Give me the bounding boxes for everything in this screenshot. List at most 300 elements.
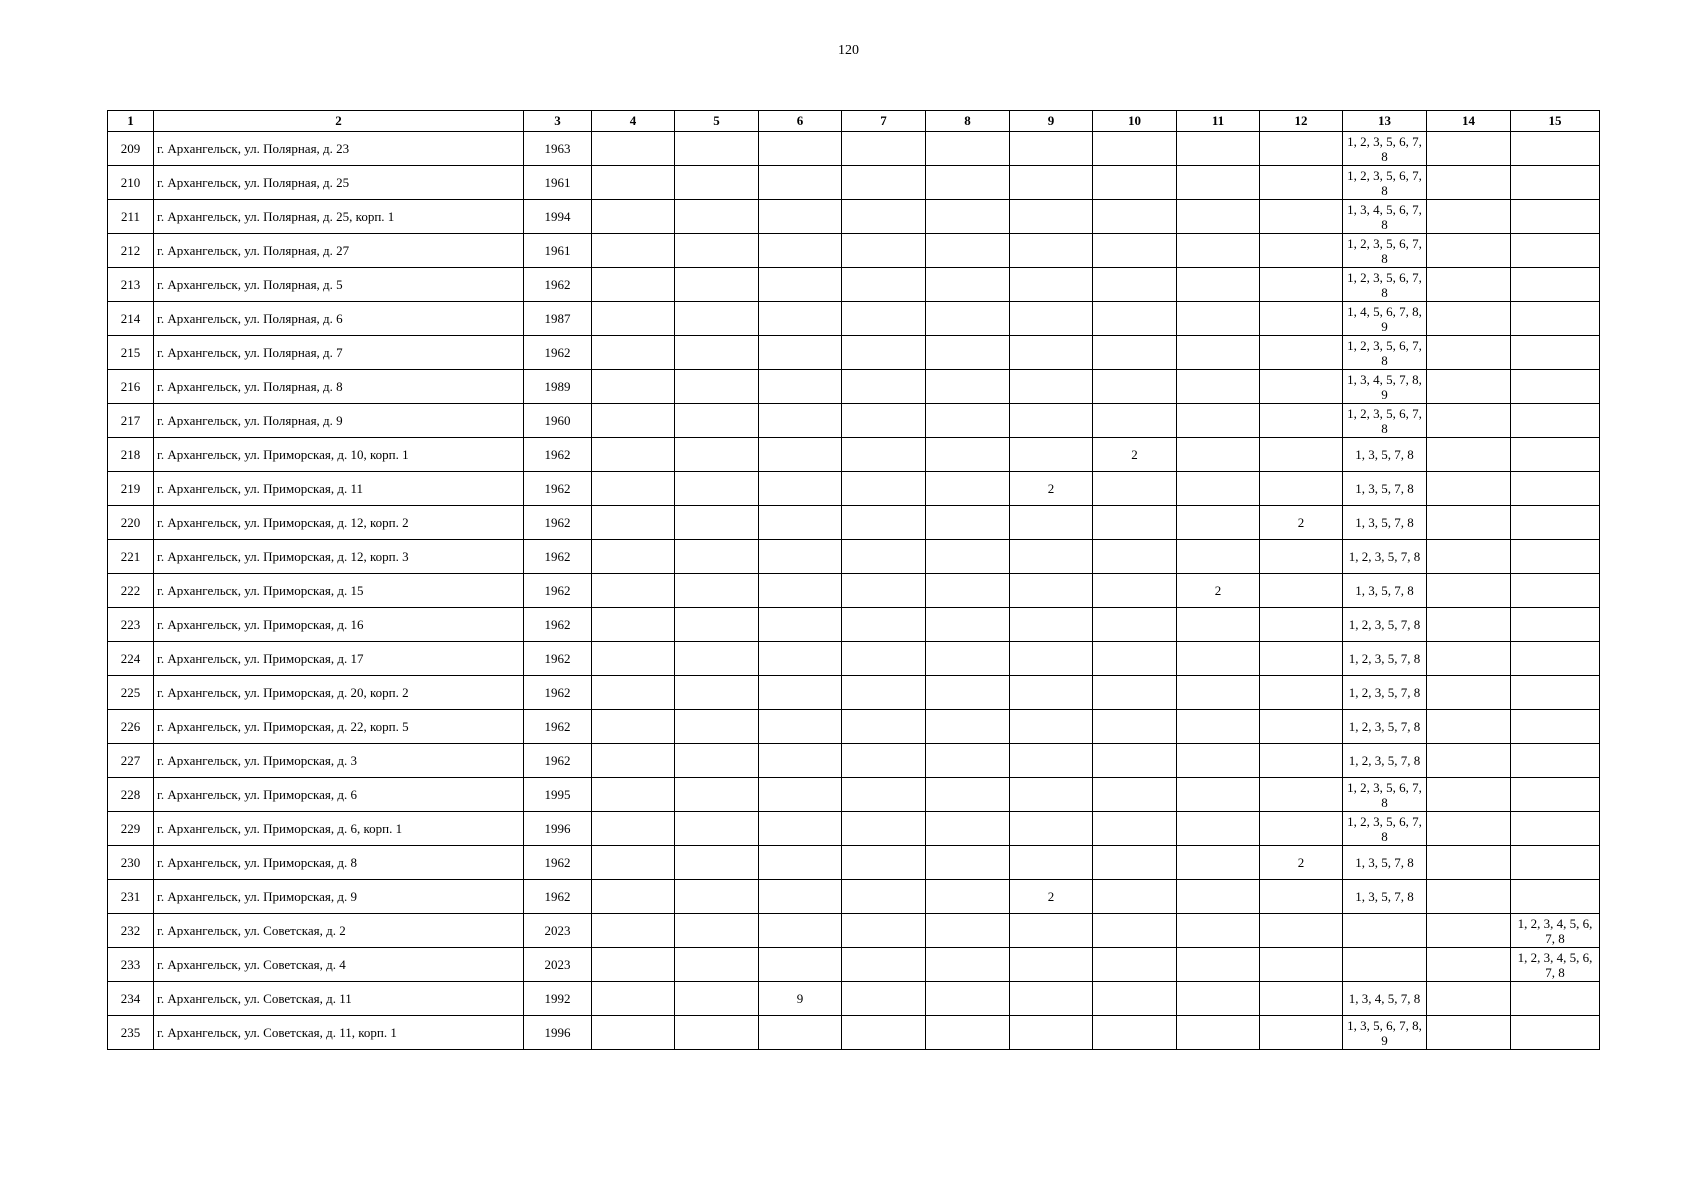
year-cell: 1962	[524, 642, 592, 676]
table-cell	[1093, 914, 1177, 948]
year-cell: 1962	[524, 506, 592, 540]
table-cell	[1260, 642, 1343, 676]
year-cell: 1996	[524, 812, 592, 846]
table-cell	[842, 608, 926, 642]
table-cell	[926, 812, 1010, 846]
year-cell: 2023	[524, 948, 592, 982]
year-cell: 1996	[524, 1016, 592, 1050]
address-cell: г. Архангельск, ул. Полярная, д. 25	[154, 166, 524, 200]
address-cell: г. Архангельск, ул. Приморская, д. 6, корп. 1	[154, 812, 524, 846]
table-cell: 1, 2, 3, 4, 5, 6, 7, 8	[1511, 948, 1600, 982]
row-number-cell: 220	[108, 506, 154, 540]
table-cell	[1093, 132, 1177, 166]
column-header-8: 8	[926, 111, 1010, 132]
table-cell	[1260, 302, 1343, 336]
table-cell	[842, 812, 926, 846]
year-cell: 1962	[524, 336, 592, 370]
table-cell	[926, 472, 1010, 506]
table-cell	[1260, 574, 1343, 608]
table-cell	[1177, 710, 1260, 744]
table-cell	[592, 336, 675, 370]
table-cell	[1260, 166, 1343, 200]
table-cell	[926, 200, 1010, 234]
address-cell: г. Архангельск, ул. Приморская, д. 10, корп. 1	[154, 438, 524, 472]
table-cell	[675, 982, 759, 1016]
table-cell	[842, 642, 926, 676]
table-cell	[1093, 982, 1177, 1016]
table-cell	[592, 676, 675, 710]
table-cell	[1427, 574, 1511, 608]
table-cell	[759, 744, 842, 778]
table-cell	[1177, 642, 1260, 676]
table-cell	[675, 472, 759, 506]
table-cell	[675, 370, 759, 404]
table-cell	[1093, 234, 1177, 268]
table-row	[108, 370, 1600, 404]
table-row	[108, 812, 1600, 846]
table-body	[108, 132, 1600, 1050]
table-cell	[675, 642, 759, 676]
table-cell	[675, 880, 759, 914]
table-cell	[759, 540, 842, 574]
table-row	[108, 608, 1600, 642]
table-cell	[1511, 200, 1600, 234]
table-cell	[926, 710, 1010, 744]
table-cell	[1260, 438, 1343, 472]
table-cell	[759, 1016, 842, 1050]
table-cell	[675, 1016, 759, 1050]
table-cell	[675, 540, 759, 574]
table-cell	[592, 846, 675, 880]
table-cell: 9	[759, 982, 842, 1016]
table-cell	[1260, 268, 1343, 302]
address-cell: г. Архангельск, ул. Приморская, д. 9	[154, 880, 524, 914]
table-cell	[1010, 914, 1093, 948]
year-cell: 1962	[524, 574, 592, 608]
column-header-7: 7	[842, 111, 926, 132]
table-cell	[842, 982, 926, 1016]
table-cell	[1093, 506, 1177, 540]
table-cell	[842, 268, 926, 302]
table-cell	[1010, 676, 1093, 710]
year-cell: 1989	[524, 370, 592, 404]
table-cell: 1, 3, 5, 7, 8	[1343, 438, 1427, 472]
table-row	[108, 1016, 1600, 1050]
table-header	[108, 111, 1600, 132]
table-cell	[675, 268, 759, 302]
table-cell	[759, 268, 842, 302]
address-cell: г. Архангельск, ул. Советская, д. 4	[154, 948, 524, 982]
table-cell	[1511, 1016, 1600, 1050]
table-cell	[1177, 778, 1260, 812]
table-cell	[1093, 268, 1177, 302]
table-cell	[1343, 914, 1427, 948]
table-cell	[759, 200, 842, 234]
table-cell	[1010, 200, 1093, 234]
table-row	[108, 132, 1600, 166]
table-cell	[1010, 540, 1093, 574]
table-cell	[1260, 880, 1343, 914]
table-cell	[1177, 1016, 1260, 1050]
table-cell	[926, 234, 1010, 268]
row-number-cell: 215	[108, 336, 154, 370]
header-row	[108, 111, 1600, 132]
table-cell: 1, 2, 3, 5, 7, 8	[1343, 540, 1427, 574]
address-cell: г. Архангельск, ул. Полярная, д. 8	[154, 370, 524, 404]
year-cell: 1962	[524, 540, 592, 574]
table-row	[108, 982, 1600, 1016]
table-cell	[1093, 642, 1177, 676]
row-number-cell: 227	[108, 744, 154, 778]
year-cell: 2023	[524, 914, 592, 948]
table-cell	[1093, 540, 1177, 574]
table-cell: 1, 3, 4, 5, 7, 8, 9	[1343, 370, 1427, 404]
table-cell	[1427, 268, 1511, 302]
table-cell	[1427, 642, 1511, 676]
column-header-5: 5	[675, 111, 759, 132]
table-cell	[675, 200, 759, 234]
year-cell: 1962	[524, 744, 592, 778]
table-cell	[759, 948, 842, 982]
table-row	[108, 200, 1600, 234]
row-number-cell: 214	[108, 302, 154, 336]
table-cell	[1010, 608, 1093, 642]
table-cell: 1, 2, 3, 5, 6, 7, 8	[1343, 132, 1427, 166]
table-cell	[926, 268, 1010, 302]
table-cell	[592, 234, 675, 268]
table-cell	[759, 642, 842, 676]
table-cell	[926, 540, 1010, 574]
table-cell	[675, 302, 759, 336]
table-cell	[842, 370, 926, 404]
table-cell	[592, 404, 675, 438]
table-cell	[1177, 472, 1260, 506]
table-cell: 1, 2, 3, 5, 6, 7, 8	[1343, 336, 1427, 370]
table-cell	[1427, 336, 1511, 370]
table-row	[108, 166, 1600, 200]
table-cell	[926, 132, 1010, 166]
table-cell: 1, 2, 3, 5, 6, 7, 8	[1343, 268, 1427, 302]
table-cell	[1010, 948, 1093, 982]
year-cell: 1987	[524, 302, 592, 336]
address-cell: г. Архангельск, ул. Советская, д. 11, корп. 1	[154, 1016, 524, 1050]
table-cell	[1010, 234, 1093, 268]
table-cell	[1511, 302, 1600, 336]
table-cell	[1010, 1016, 1093, 1050]
row-number-cell: 234	[108, 982, 154, 1016]
table-cell	[1427, 948, 1511, 982]
table-cell	[1511, 506, 1600, 540]
table-cell	[1177, 302, 1260, 336]
column-header-4: 4	[592, 111, 675, 132]
table-cell: 1, 2, 3, 5, 7, 8	[1343, 642, 1427, 676]
row-number-cell: 232	[108, 914, 154, 948]
table-cell	[1093, 812, 1177, 846]
table-cell	[1177, 846, 1260, 880]
table-cell	[1010, 982, 1093, 1016]
table-cell	[1177, 132, 1260, 166]
table-cell	[1177, 880, 1260, 914]
table-cell	[1260, 370, 1343, 404]
table-row	[108, 778, 1600, 812]
table-cell	[1093, 166, 1177, 200]
row-number-cell: 217	[108, 404, 154, 438]
table-row	[108, 506, 1600, 540]
year-cell: 1962	[524, 846, 592, 880]
table-cell	[1511, 812, 1600, 846]
row-number-cell: 210	[108, 166, 154, 200]
column-header-14: 14	[1427, 111, 1511, 132]
table-cell	[1511, 540, 1600, 574]
table-cell	[926, 642, 1010, 676]
address-cell: г. Архангельск, ул. Приморская, д. 17	[154, 642, 524, 676]
table-cell	[759, 132, 842, 166]
row-number-cell: 224	[108, 642, 154, 676]
table-row	[108, 744, 1600, 778]
table-cell: 1, 2, 3, 4, 5, 6, 7, 8	[1511, 914, 1600, 948]
table-cell	[759, 608, 842, 642]
table-cell	[926, 438, 1010, 472]
address-cell: г. Архангельск, ул. Полярная, д. 25, корп. 1	[154, 200, 524, 234]
address-cell: г. Архангельск, ул. Полярная, д. 5	[154, 268, 524, 302]
column-header-13: 13	[1343, 111, 1427, 132]
table-cell	[759, 880, 842, 914]
table-cell	[675, 404, 759, 438]
table-row	[108, 642, 1600, 676]
table-cell	[926, 778, 1010, 812]
address-cell: г. Архангельск, ул. Советская, д. 2	[154, 914, 524, 948]
table-cell	[1010, 370, 1093, 404]
table-row	[108, 914, 1600, 948]
table-cell	[592, 642, 675, 676]
table-cell	[759, 234, 842, 268]
table-cell	[675, 846, 759, 880]
table-cell	[1427, 404, 1511, 438]
year-cell: 1962	[524, 608, 592, 642]
table-cell	[842, 710, 926, 744]
table-row	[108, 574, 1600, 608]
row-number-cell: 216	[108, 370, 154, 404]
table-cell	[675, 438, 759, 472]
table-cell	[1427, 132, 1511, 166]
table-row	[108, 948, 1600, 982]
table-cell	[592, 370, 675, 404]
table-cell: 2	[1010, 472, 1093, 506]
table-cell	[1093, 676, 1177, 710]
table-row	[108, 336, 1600, 370]
table-cell	[592, 744, 675, 778]
table-cell	[842, 506, 926, 540]
column-header-12: 12	[1260, 111, 1343, 132]
table-cell	[1093, 710, 1177, 744]
table-cell	[1260, 778, 1343, 812]
table-cell	[592, 132, 675, 166]
column-header-9: 9	[1010, 111, 1093, 132]
table-row	[108, 676, 1600, 710]
table-cell	[842, 438, 926, 472]
year-cell: 1963	[524, 132, 592, 166]
table-cell	[1427, 880, 1511, 914]
column-header-3: 3	[524, 111, 592, 132]
table-cell	[926, 880, 1010, 914]
table-cell	[759, 438, 842, 472]
table-cell: 1, 2, 3, 5, 6, 7, 8	[1343, 812, 1427, 846]
table-cell	[759, 404, 842, 438]
table-cell	[1010, 846, 1093, 880]
table-cell	[1093, 778, 1177, 812]
table-cell	[592, 574, 675, 608]
table-cell	[1177, 914, 1260, 948]
table-cell: 2	[1260, 506, 1343, 540]
table-cell	[1427, 200, 1511, 234]
table-cell	[592, 982, 675, 1016]
address-cell: г. Архангельск, ул. Полярная, д. 9	[154, 404, 524, 438]
table-cell	[1010, 268, 1093, 302]
table-row	[108, 846, 1600, 880]
table-cell	[1260, 404, 1343, 438]
table-cell	[842, 234, 926, 268]
table-cell	[675, 336, 759, 370]
table-cell	[592, 166, 675, 200]
table-cell	[1177, 404, 1260, 438]
table-cell	[1260, 948, 1343, 982]
table-cell	[675, 676, 759, 710]
table-cell	[1010, 404, 1093, 438]
table-cell	[1427, 506, 1511, 540]
table-cell	[1177, 948, 1260, 982]
table-cell	[1093, 302, 1177, 336]
table-cell	[759, 506, 842, 540]
table-row	[108, 404, 1600, 438]
table-cell	[1511, 404, 1600, 438]
table-cell	[842, 132, 926, 166]
table-cell	[842, 744, 926, 778]
table-cell	[1427, 302, 1511, 336]
table-cell	[759, 574, 842, 608]
table-cell	[759, 846, 842, 880]
row-number-cell: 226	[108, 710, 154, 744]
year-cell: 1962	[524, 472, 592, 506]
table-cell	[1093, 948, 1177, 982]
table-cell	[759, 710, 842, 744]
table-cell: 1, 3, 5, 7, 8	[1343, 880, 1427, 914]
table-cell	[1427, 812, 1511, 846]
table-cell	[1511, 642, 1600, 676]
table-cell	[926, 574, 1010, 608]
table-cell	[759, 336, 842, 370]
table-cell	[1427, 438, 1511, 472]
table-cell	[1177, 744, 1260, 778]
row-number-cell: 235	[108, 1016, 154, 1050]
table-cell	[675, 948, 759, 982]
table-cell	[1093, 200, 1177, 234]
table-cell: 1, 3, 5, 7, 8	[1343, 506, 1427, 540]
column-header-15: 15	[1511, 111, 1600, 132]
table-cell	[926, 744, 1010, 778]
table-row	[108, 472, 1600, 506]
table-cell	[1010, 302, 1093, 336]
table-cell	[1260, 744, 1343, 778]
table-cell	[592, 778, 675, 812]
row-number-cell: 221	[108, 540, 154, 574]
table-cell	[1010, 744, 1093, 778]
table-cell	[592, 880, 675, 914]
table-cell	[675, 608, 759, 642]
row-number-cell: 225	[108, 676, 154, 710]
table-cell	[592, 438, 675, 472]
table-cell	[926, 846, 1010, 880]
address-cell: г. Архангельск, ул. Приморская, д. 11	[154, 472, 524, 506]
table-cell: 1, 3, 5, 7, 8	[1343, 846, 1427, 880]
table-cell	[592, 302, 675, 336]
table-cell	[1427, 778, 1511, 812]
table-cell	[1427, 472, 1511, 506]
table-cell	[1427, 982, 1511, 1016]
table-cell: 1, 4, 5, 6, 7, 8, 9	[1343, 302, 1427, 336]
table-cell	[1260, 608, 1343, 642]
address-cell: г. Архангельск, ул. Приморская, д. 3	[154, 744, 524, 778]
year-cell: 1962	[524, 438, 592, 472]
table-row	[108, 880, 1600, 914]
table-cell	[1511, 982, 1600, 1016]
table-cell	[592, 540, 675, 574]
table-cell: 2	[1260, 846, 1343, 880]
table-cell	[1511, 744, 1600, 778]
table-cell	[1511, 438, 1600, 472]
table-row	[108, 268, 1600, 302]
table-cell	[842, 778, 926, 812]
table-cell	[842, 302, 926, 336]
address-cell: г. Архангельск, ул. Полярная, д. 7	[154, 336, 524, 370]
table-cell	[592, 948, 675, 982]
table-cell	[592, 200, 675, 234]
table-cell	[1093, 404, 1177, 438]
table-cell: 1, 3, 5, 6, 7, 8, 9	[1343, 1016, 1427, 1050]
row-number-cell: 219	[108, 472, 154, 506]
address-cell: г. Архангельск, ул. Приморская, д. 12, корп. 2	[154, 506, 524, 540]
address-cell: г. Архангельск, ул. Приморская, д. 15	[154, 574, 524, 608]
table-cell	[675, 574, 759, 608]
table-cell	[926, 1016, 1010, 1050]
table-cell	[926, 676, 1010, 710]
row-number-cell: 218	[108, 438, 154, 472]
table-cell	[1427, 676, 1511, 710]
table-cell	[842, 846, 926, 880]
table-cell	[926, 914, 1010, 948]
table-cell	[1511, 676, 1600, 710]
table-cell	[1511, 472, 1600, 506]
table-cell	[1177, 540, 1260, 574]
table-cell	[1260, 676, 1343, 710]
table-cell	[1260, 1016, 1343, 1050]
table-cell	[1511, 880, 1600, 914]
table-cell	[675, 778, 759, 812]
table-cell	[1260, 914, 1343, 948]
table-cell	[1177, 812, 1260, 846]
table-cell	[842, 540, 926, 574]
row-number-cell: 230	[108, 846, 154, 880]
table-cell	[675, 710, 759, 744]
page-number: 120	[838, 43, 859, 58]
housing-register-table	[107, 110, 1600, 1050]
table-cell	[926, 166, 1010, 200]
table-cell	[592, 268, 675, 302]
table-cell	[926, 948, 1010, 982]
address-cell: г. Архангельск, ул. Полярная, д. 23	[154, 132, 524, 166]
table-cell	[592, 608, 675, 642]
table-cell	[592, 506, 675, 540]
table-cell	[1177, 608, 1260, 642]
